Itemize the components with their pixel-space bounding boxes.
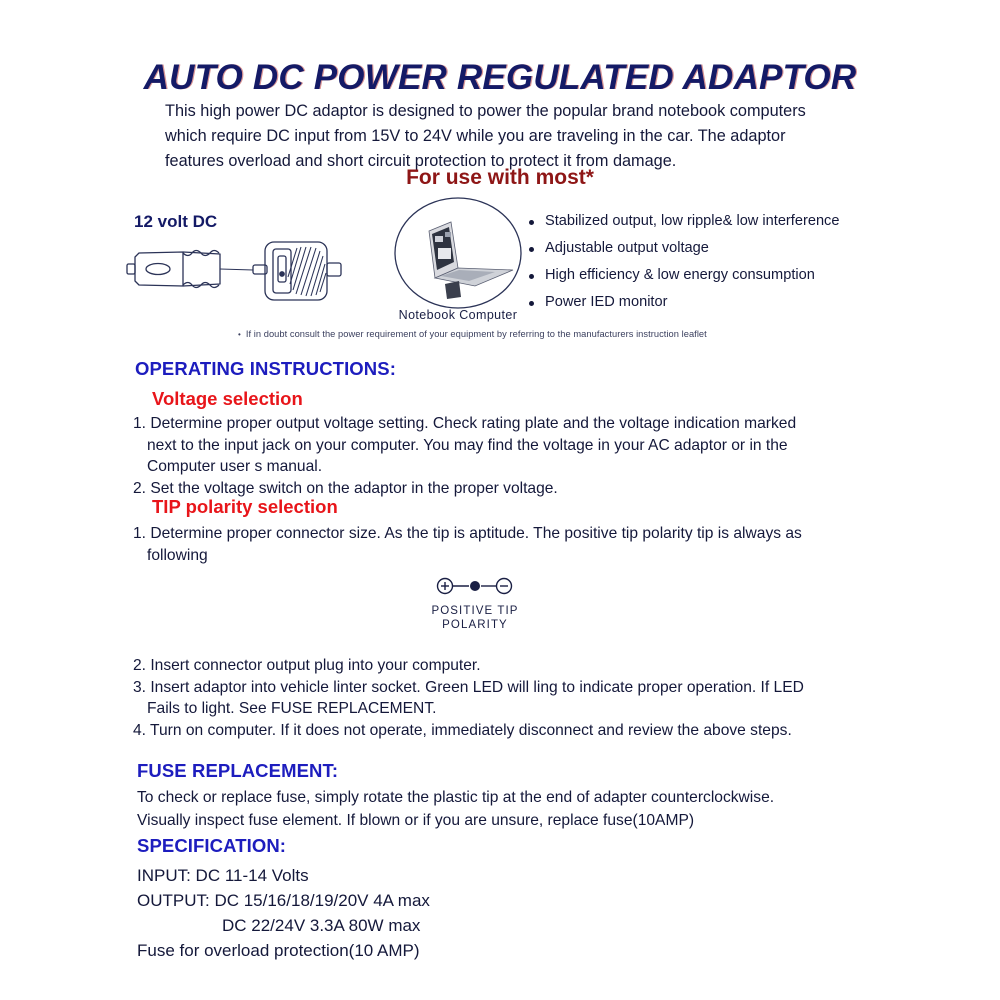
voltage-selection-heading: Voltage selection [152,388,303,409]
step-line: 4. Turn on computer. If it does not operate, immediately disconnect and review the above steps. [133,721,792,739]
step-line: next to the input jack on your computer. You may find the voltage in your AC adaptor or in the [147,436,788,454]
notebook-caption: Notebook Computer [398,308,518,322]
specification-list [137,863,430,963]
list-item: Power IED monitor [527,294,857,310]
operating-instructions-heading: OPERATING INSTRUCTIONS: [135,358,396,379]
spec-fuse: Fuse for overload protection(10 AMP) [137,941,420,960]
notebook-computer-image [383,196,533,316]
step-line: Computer user s manual. [147,458,323,475]
remaining-steps [133,655,853,741]
for-use-heading: For use with most* [406,166,594,189]
tip-polarity-steps [133,523,853,566]
intro-paragraph [165,99,827,174]
list-item: High efficiency & low energy consumption [527,267,857,283]
polarity-caption-line: POLARITY [442,618,508,631]
step-line: 2. Insert connector output plug into your computer. [133,657,481,674]
specification-heading: SPECIFICATION: [137,835,287,856]
spec-output-secondary: DC 22/24V 3.3A 80W max [222,916,421,935]
fuse-line: Visually inspect fuse element. If blown or if you are unsure, replace fuse(10AMP) [137,812,695,829]
intro-line: which require DC input from 15V to 24V while you are traveling in the car. The adaptor [165,127,786,145]
fuse-line: To check or replace fuse, simply rotate the plastic tip at the end of adapter counterclockwise. [137,789,775,806]
list-item: Adjustable output voltage [527,240,857,256]
list-item: Stabilized output, low ripple& low interference [527,213,857,229]
spec-output-primary: OUTPUT: DC 15/16/18/19/20V 4A max [137,891,430,910]
polarity-caption-line: POSITIVE TIP [431,605,519,617]
step-line: 1. Determine proper connector size. As the tip is aptitude. The positive tip polarity tip is always as [133,525,802,542]
intro-line: This high power DC adaptor is designed to power the popular brand notebook computers [165,102,806,120]
tip-polarity-heading: TIP polarity selection [152,496,338,517]
step-line: following [147,546,208,564]
step-line: 2. Set the voltage switch on the adaptor in the proper voltage. [133,479,558,497]
step-line: Fails to light. See FUSE REPLACEMENT. [147,700,437,717]
intro-line: features overload and short circuit protection to protect it from damage. [165,152,677,170]
page-title: AUTO DC POWER REGULATED ADAPTOR [143,58,857,97]
input-voltage-label: 12 volt DC [134,212,218,231]
step-line: 3. Insert adaptor into vehicle linter socket. Green LED will ling to indicate proper operation. If LED [133,678,804,696]
step-line: 1. Determine proper output voltage setting. Check rating plate and the voltage indication marked [133,415,797,432]
fuse-replacement-heading: FUSE REPLACEMENT: [137,760,339,781]
feature-list [527,213,857,321]
polarity-caption [415,605,535,632]
illustration-footnote: • If in doubt consult the power requirement of your equipment by referring to the manufacturers instruction leaflet [238,329,707,339]
voltage-selection-steps [133,413,853,499]
spec-input: INPUT: DC 11-14 Volts [137,866,309,885]
car-adaptor-illustration [125,232,345,317]
positive-tip-polarity-diagram [415,574,535,632]
polarity-symbol-icon [425,574,525,598]
fuse-replacement-text [137,786,857,832]
